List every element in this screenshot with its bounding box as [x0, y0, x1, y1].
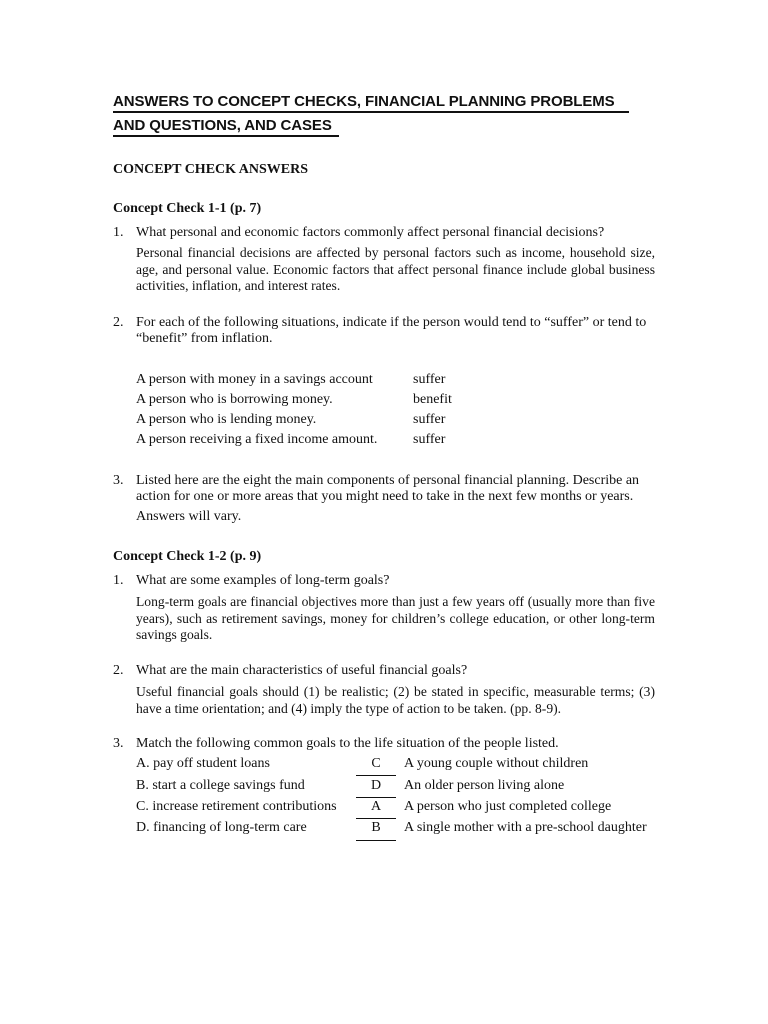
effect-cell: suffer [413, 412, 446, 427]
answer-text: Answers will vary. [136, 509, 242, 524]
question-text: Match the following common goals to the life situation of the people listed. [136, 736, 559, 751]
question-number: 1. [113, 573, 124, 588]
question-text-line-2: action for one or more areas that you might need to take in the next few months or years. [136, 489, 634, 504]
question-number: 3. [113, 473, 124, 488]
question-number: 3. [113, 736, 124, 751]
question-text: What are the main characteristics of useful financial goals? [136, 663, 468, 678]
concept-check-1-1-heading: Concept Check 1-1 (p. 7) [113, 201, 262, 216]
matched-letter: D [370, 778, 382, 793]
matched-letter: C [371, 756, 381, 771]
answer-blank-line [356, 797, 396, 798]
situation-cell: An older person living alone [404, 778, 565, 793]
situation-cell: A person who is lending money. [136, 412, 317, 427]
goal-cell: C. increase retirement contributions [136, 799, 337, 814]
answer-text: Long-term goals are financial objectives more than just a few years off (usually more than five years), such as retirement savings, money for children’s college education, or other long-term savings goals. [136, 594, 655, 642]
situation-cell: A person with money in a savings account [136, 372, 373, 387]
answer-text: Personal financial decisions are affected by personal factors such as income, household size, age, and personal value. Economic factors that affect personal finance include global business activities, inflation, and interest rates. [136, 245, 655, 293]
question-text: What personal and economic factors commonly affect personal financial decisions? [136, 225, 605, 240]
answer-text: Useful financial goals should (1) be realistic; (2) be stated in specific, measurable terms; (3) have a time orientation; and (4) imply the type of action to be taken. (pp. 8-9). [136, 684, 655, 716]
situation-cell: A person who just completed college [404, 799, 612, 814]
answer-blank-line [356, 840, 396, 841]
question-text-line-1: For each of the following situations, indicate if the person would tend to “suffer” or tend to [136, 315, 647, 330]
document-title-line-1: ANSWERS TO CONCEPT CHECKS, FINANCIAL PLANNING PROBLEMS [113, 93, 615, 110]
situation-cell: A person who is borrowing money. [136, 392, 333, 407]
question-number: 2. [113, 663, 124, 678]
matched-letter: B [371, 820, 381, 835]
effect-cell: benefit [413, 392, 452, 407]
section-heading: CONCEPT CHECK ANSWERS [113, 162, 309, 177]
question-number: 1. [113, 225, 124, 240]
question-text-line-2: “benefit” from inflation. [136, 331, 273, 346]
answer-blank-line [356, 818, 396, 819]
situation-cell: A single mother with a pre-school daughter [404, 820, 647, 835]
question-number: 2. [113, 315, 124, 330]
answer-blank-line [356, 775, 396, 776]
question-text-line-1: Listed here are the eight the main components of personal financial planning. Describe an [136, 473, 640, 488]
document-title-line-2: AND QUESTIONS, AND CASES [113, 117, 332, 134]
effect-cell: suffer [413, 372, 446, 387]
goal-cell: A. pay off student loans [136, 756, 270, 771]
concept-check-1-2-heading: Concept Check 1-2 (p. 9) [113, 549, 262, 564]
question-text: What are some examples of long-term goals? [136, 573, 390, 588]
title-underline-2 [113, 135, 339, 137]
matched-letter: A [370, 799, 382, 814]
goal-cell: D. financing of long-term care [136, 820, 307, 835]
situation-cell: A young couple without children [404, 756, 589, 771]
goal-cell: B. start a college savings fund [136, 778, 305, 793]
effect-cell: suffer [413, 432, 446, 447]
situation-cell: A person receiving a fixed income amount. [136, 432, 378, 447]
title-underline-1 [113, 111, 629, 113]
